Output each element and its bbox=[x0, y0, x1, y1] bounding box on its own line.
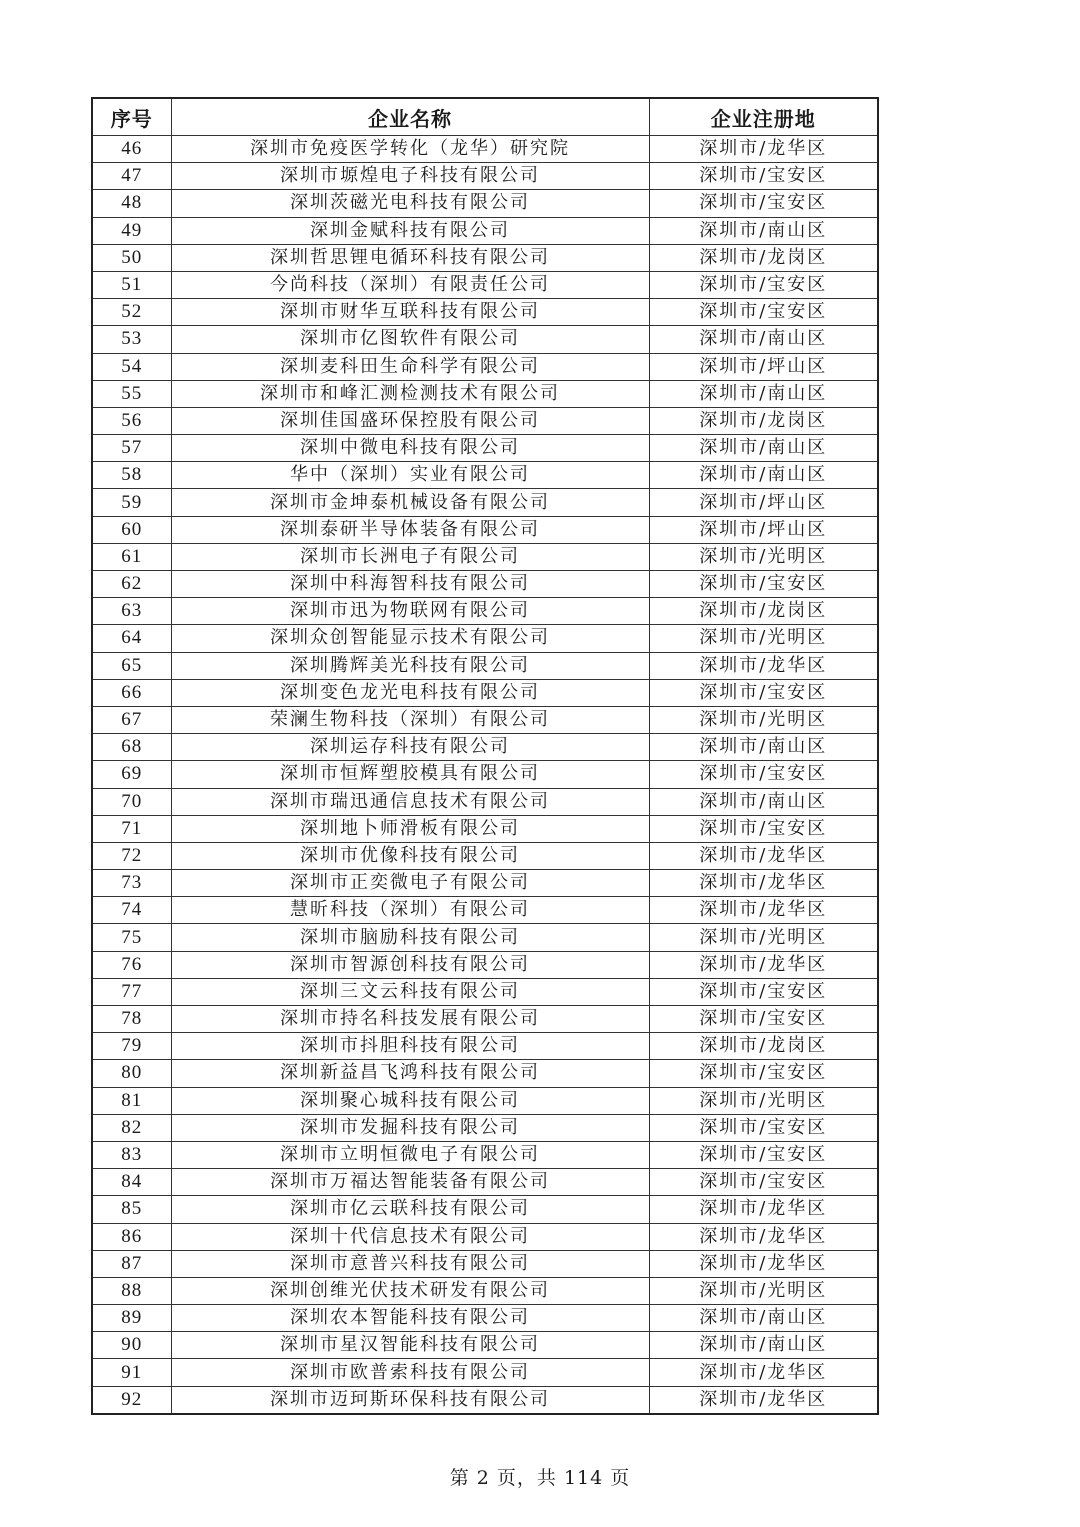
table-row bbox=[92, 1114, 878, 1141]
row-registration-location: 深圳市/坪山区 bbox=[649, 353, 878, 380]
table-row bbox=[92, 978, 878, 1005]
table-row bbox=[92, 516, 878, 543]
row-enterprise-name: 深圳市和峰汇测检测技术有限公司 bbox=[171, 380, 649, 407]
row-serial-number: 48 bbox=[92, 190, 171, 217]
row-registration-location: 深圳市/宝安区 bbox=[649, 761, 878, 788]
row-enterprise-name: 深圳十代信息技术有限公司 bbox=[171, 1223, 649, 1250]
row-registration-location: 深圳市/宝安区 bbox=[649, 299, 878, 326]
row-enterprise-name: 深圳市星汉智能科技有限公司 bbox=[171, 1332, 649, 1359]
row-serial-number: 83 bbox=[92, 1141, 171, 1168]
row-registration-location: 深圳市/光明区 bbox=[649, 924, 878, 951]
table-row bbox=[92, 652, 878, 679]
row-registration-location: 深圳市/龙华区 bbox=[649, 842, 878, 869]
enterprise-table bbox=[91, 97, 879, 1415]
table-body bbox=[92, 136, 878, 1414]
row-serial-number: 74 bbox=[92, 897, 171, 924]
table-row bbox=[92, 1033, 878, 1060]
table-row bbox=[92, 815, 878, 842]
row-enterprise-name: 深圳市万福达智能装备有限公司 bbox=[171, 1169, 649, 1196]
row-enterprise-name: 荣澜生物科技（深圳）有限公司 bbox=[171, 706, 649, 733]
table-row bbox=[92, 1141, 878, 1168]
row-enterprise-name: 深圳创维光伏技术研发有限公司 bbox=[171, 1277, 649, 1304]
row-enterprise-name: 深圳市欧普索科技有限公司 bbox=[171, 1359, 649, 1386]
row-registration-location: 深圳市/宝安区 bbox=[649, 815, 878, 842]
table-row bbox=[92, 1359, 878, 1386]
row-registration-location: 深圳市/南山区 bbox=[649, 1332, 878, 1359]
table-row bbox=[92, 1087, 878, 1114]
header-row bbox=[92, 98, 878, 136]
row-enterprise-name: 深圳茨磁光电科技有限公司 bbox=[171, 190, 649, 217]
header-serial-number: 序号 bbox=[92, 98, 171, 136]
row-registration-location: 深圳市/光明区 bbox=[649, 625, 878, 652]
row-enterprise-name: 慧昕科技（深圳）有限公司 bbox=[171, 897, 649, 924]
row-serial-number: 58 bbox=[92, 462, 171, 489]
table-row bbox=[92, 1006, 878, 1033]
row-serial-number: 55 bbox=[92, 380, 171, 407]
row-enterprise-name: 深圳市恒辉塑胶模具有限公司 bbox=[171, 761, 649, 788]
table-row bbox=[92, 462, 878, 489]
row-enterprise-name: 深圳市财华互联科技有限公司 bbox=[171, 299, 649, 326]
row-enterprise-name: 深圳市立明恒微电子有限公司 bbox=[171, 1141, 649, 1168]
row-enterprise-name: 今尚科技（深圳）有限责任公司 bbox=[171, 271, 649, 298]
row-registration-location: 深圳市/南山区 bbox=[649, 462, 878, 489]
row-serial-number: 63 bbox=[92, 598, 171, 625]
row-serial-number: 59 bbox=[92, 489, 171, 516]
row-enterprise-name: 深圳三文云科技有限公司 bbox=[171, 978, 649, 1005]
row-registration-location: 深圳市/南山区 bbox=[649, 326, 878, 353]
row-enterprise-name: 深圳众创智能显示技术有限公司 bbox=[171, 625, 649, 652]
row-enterprise-name: 深圳运存科技有限公司 bbox=[171, 734, 649, 761]
row-registration-location: 深圳市/光明区 bbox=[649, 1277, 878, 1304]
row-serial-number: 82 bbox=[92, 1114, 171, 1141]
row-serial-number: 61 bbox=[92, 543, 171, 570]
table-row bbox=[92, 299, 878, 326]
row-enterprise-name: 深圳农本智能科技有限公司 bbox=[171, 1305, 649, 1332]
table-row bbox=[92, 435, 878, 462]
row-enterprise-name: 深圳泰研半导体装备有限公司 bbox=[171, 516, 649, 543]
row-enterprise-name: 深圳中科海智科技有限公司 bbox=[171, 571, 649, 598]
row-serial-number: 46 bbox=[92, 136, 171, 163]
row-serial-number: 47 bbox=[92, 163, 171, 190]
row-enterprise-name: 深圳变色龙光电科技有限公司 bbox=[171, 679, 649, 706]
row-enterprise-name: 深圳市抖胆科技有限公司 bbox=[171, 1033, 649, 1060]
table-row bbox=[92, 625, 878, 652]
row-serial-number: 78 bbox=[92, 1006, 171, 1033]
row-serial-number: 70 bbox=[92, 788, 171, 815]
row-enterprise-name: 深圳市塬煌电子科技有限公司 bbox=[171, 163, 649, 190]
table-row bbox=[92, 1060, 878, 1087]
row-registration-location: 深圳市/宝安区 bbox=[649, 1114, 878, 1141]
table-row bbox=[92, 571, 878, 598]
table-row bbox=[92, 761, 878, 788]
row-enterprise-name: 深圳腾辉美光科技有限公司 bbox=[171, 652, 649, 679]
row-enterprise-name: 深圳市迅为物联网有限公司 bbox=[171, 598, 649, 625]
row-serial-number: 51 bbox=[92, 271, 171, 298]
row-registration-location: 深圳市/宝安区 bbox=[649, 679, 878, 706]
row-enterprise-name: 深圳市迈珂斯环保科技有限公司 bbox=[171, 1386, 649, 1414]
row-registration-location: 深圳市/光明区 bbox=[649, 543, 878, 570]
row-registration-location: 深圳市/南山区 bbox=[649, 380, 878, 407]
row-registration-location: 深圳市/龙华区 bbox=[649, 1196, 878, 1223]
table-row bbox=[92, 271, 878, 298]
row-registration-location: 深圳市/龙华区 bbox=[649, 1359, 878, 1386]
table-row bbox=[92, 870, 878, 897]
row-registration-location: 深圳市/南山区 bbox=[649, 788, 878, 815]
row-serial-number: 50 bbox=[92, 244, 171, 271]
row-registration-location: 深圳市/南山区 bbox=[649, 1305, 878, 1332]
row-enterprise-name: 深圳金赋科技有限公司 bbox=[171, 217, 649, 244]
row-registration-location: 深圳市/坪山区 bbox=[649, 489, 878, 516]
row-registration-location: 深圳市/南山区 bbox=[649, 734, 878, 761]
table-row bbox=[92, 489, 878, 516]
row-serial-number: 92 bbox=[92, 1386, 171, 1414]
row-enterprise-name: 深圳市免疫医学转化（龙华）研究院 bbox=[171, 136, 649, 163]
row-serial-number: 69 bbox=[92, 761, 171, 788]
row-serial-number: 79 bbox=[92, 1033, 171, 1060]
row-serial-number: 89 bbox=[92, 1305, 171, 1332]
table-row bbox=[92, 326, 878, 353]
row-serial-number: 90 bbox=[92, 1332, 171, 1359]
table-row bbox=[92, 244, 878, 271]
row-serial-number: 91 bbox=[92, 1359, 171, 1386]
row-serial-number: 71 bbox=[92, 815, 171, 842]
table-row bbox=[92, 679, 878, 706]
row-serial-number: 75 bbox=[92, 924, 171, 951]
row-enterprise-name: 深圳市智源创科技有限公司 bbox=[171, 951, 649, 978]
table-row bbox=[92, 788, 878, 815]
row-registration-location: 深圳市/龙岗区 bbox=[649, 1033, 878, 1060]
row-serial-number: 60 bbox=[92, 516, 171, 543]
row-registration-location: 深圳市/龙华区 bbox=[649, 1386, 878, 1414]
row-registration-location: 深圳市/宝安区 bbox=[649, 1169, 878, 1196]
row-serial-number: 49 bbox=[92, 217, 171, 244]
row-enterprise-name: 深圳市亿图软件有限公司 bbox=[171, 326, 649, 353]
table-row bbox=[92, 842, 878, 869]
row-registration-location: 深圳市/光明区 bbox=[649, 1087, 878, 1114]
row-serial-number: 53 bbox=[92, 326, 171, 353]
row-serial-number: 64 bbox=[92, 625, 171, 652]
table-row bbox=[92, 1386, 878, 1414]
row-registration-location: 深圳市/龙华区 bbox=[649, 897, 878, 924]
row-registration-location: 深圳市/宝安区 bbox=[649, 1006, 878, 1033]
table-row bbox=[92, 543, 878, 570]
row-registration-location: 深圳市/宝安区 bbox=[649, 978, 878, 1005]
row-enterprise-name: 深圳市优像科技有限公司 bbox=[171, 842, 649, 869]
row-registration-location: 深圳市/南山区 bbox=[649, 435, 878, 462]
row-registration-location: 深圳市/龙岗区 bbox=[649, 598, 878, 625]
row-registration-location: 深圳市/龙华区 bbox=[649, 1250, 878, 1277]
row-serial-number: 56 bbox=[92, 407, 171, 434]
row-serial-number: 77 bbox=[92, 978, 171, 1005]
row-registration-location: 深圳市/龙华区 bbox=[649, 652, 878, 679]
row-registration-location: 深圳市/光明区 bbox=[649, 706, 878, 733]
table-row bbox=[92, 190, 878, 217]
row-serial-number: 68 bbox=[92, 734, 171, 761]
header-registration-location: 企业注册地 bbox=[649, 98, 878, 136]
page-number-footer: 第 2 页，共 114 页 bbox=[449, 1467, 631, 1489]
row-serial-number: 76 bbox=[92, 951, 171, 978]
table-row bbox=[92, 136, 878, 163]
row-registration-location: 深圳市/龙华区 bbox=[649, 1223, 878, 1250]
table-row bbox=[92, 1277, 878, 1304]
row-serial-number: 73 bbox=[92, 870, 171, 897]
row-registration-location: 深圳市/坪山区 bbox=[649, 516, 878, 543]
header-enterprise-name: 企业名称 bbox=[171, 98, 649, 136]
row-registration-location: 深圳市/龙华区 bbox=[649, 136, 878, 163]
row-enterprise-name: 深圳地卜师滑板有限公司 bbox=[171, 815, 649, 842]
table-row bbox=[92, 163, 878, 190]
row-serial-number: 62 bbox=[92, 571, 171, 598]
row-serial-number: 52 bbox=[92, 299, 171, 326]
table-row bbox=[92, 924, 878, 951]
table-row bbox=[92, 897, 878, 924]
row-enterprise-name: 深圳中微电科技有限公司 bbox=[171, 435, 649, 462]
row-serial-number: 86 bbox=[92, 1223, 171, 1250]
row-serial-number: 81 bbox=[92, 1087, 171, 1114]
row-enterprise-name: 深圳麦科田生命科学有限公司 bbox=[171, 353, 649, 380]
table-row bbox=[92, 1196, 878, 1223]
row-registration-location: 深圳市/宝安区 bbox=[649, 1141, 878, 1168]
table-row bbox=[92, 598, 878, 625]
row-enterprise-name: 深圳市瑞迅通信息技术有限公司 bbox=[171, 788, 649, 815]
table-row bbox=[92, 706, 878, 733]
table-row bbox=[92, 217, 878, 244]
row-serial-number: 65 bbox=[92, 652, 171, 679]
row-serial-number: 80 bbox=[92, 1060, 171, 1087]
row-serial-number: 66 bbox=[92, 679, 171, 706]
row-enterprise-name: 深圳新益昌飞鸿科技有限公司 bbox=[171, 1060, 649, 1087]
row-enterprise-name: 深圳市脑励科技有限公司 bbox=[171, 924, 649, 951]
row-enterprise-name: 深圳市长洲电子有限公司 bbox=[171, 543, 649, 570]
row-serial-number: 88 bbox=[92, 1277, 171, 1304]
row-serial-number: 57 bbox=[92, 435, 171, 462]
row-registration-location: 深圳市/龙华区 bbox=[649, 951, 878, 978]
row-registration-location: 深圳市/宝安区 bbox=[649, 163, 878, 190]
row-enterprise-name: 深圳聚心城科技有限公司 bbox=[171, 1087, 649, 1114]
row-registration-location: 深圳市/南山区 bbox=[649, 217, 878, 244]
row-enterprise-name: 深圳市金坤泰机械设备有限公司 bbox=[171, 489, 649, 516]
row-registration-location: 深圳市/宝安区 bbox=[649, 271, 878, 298]
table-row bbox=[92, 380, 878, 407]
table-row bbox=[92, 353, 878, 380]
row-registration-location: 深圳市/宝安区 bbox=[649, 1060, 878, 1087]
row-enterprise-name: 深圳佳国盛环保控股有限公司 bbox=[171, 407, 649, 434]
row-enterprise-name: 深圳市亿云联科技有限公司 bbox=[171, 1196, 649, 1223]
table-row bbox=[92, 1223, 878, 1250]
row-enterprise-name: 深圳市意普兴科技有限公司 bbox=[171, 1250, 649, 1277]
row-serial-number: 87 bbox=[92, 1250, 171, 1277]
row-registration-location: 深圳市/龙岗区 bbox=[649, 407, 878, 434]
table-header bbox=[92, 98, 878, 136]
table-row bbox=[92, 1305, 878, 1332]
row-serial-number: 72 bbox=[92, 842, 171, 869]
table-row bbox=[92, 1250, 878, 1277]
row-registration-location: 深圳市/龙华区 bbox=[649, 870, 878, 897]
row-enterprise-name: 深圳市持名科技发展有限公司 bbox=[171, 1006, 649, 1033]
table-row bbox=[92, 407, 878, 434]
row-serial-number: 54 bbox=[92, 353, 171, 380]
row-registration-location: 深圳市/宝安区 bbox=[649, 190, 878, 217]
row-enterprise-name: 深圳哲思锂电循环科技有限公司 bbox=[171, 244, 649, 271]
row-serial-number: 84 bbox=[92, 1169, 171, 1196]
table-row bbox=[92, 1332, 878, 1359]
row-enterprise-name: 华中（深圳）实业有限公司 bbox=[171, 462, 649, 489]
table-row bbox=[92, 734, 878, 761]
row-registration-location: 深圳市/龙岗区 bbox=[649, 244, 878, 271]
row-registration-location: 深圳市/宝安区 bbox=[649, 571, 878, 598]
row-enterprise-name: 深圳市正奕微电子有限公司 bbox=[171, 870, 649, 897]
row-enterprise-name: 深圳市发掘科技有限公司 bbox=[171, 1114, 649, 1141]
table-row bbox=[92, 1169, 878, 1196]
row-serial-number: 67 bbox=[92, 706, 171, 733]
row-serial-number: 85 bbox=[92, 1196, 171, 1223]
table-row bbox=[92, 951, 878, 978]
